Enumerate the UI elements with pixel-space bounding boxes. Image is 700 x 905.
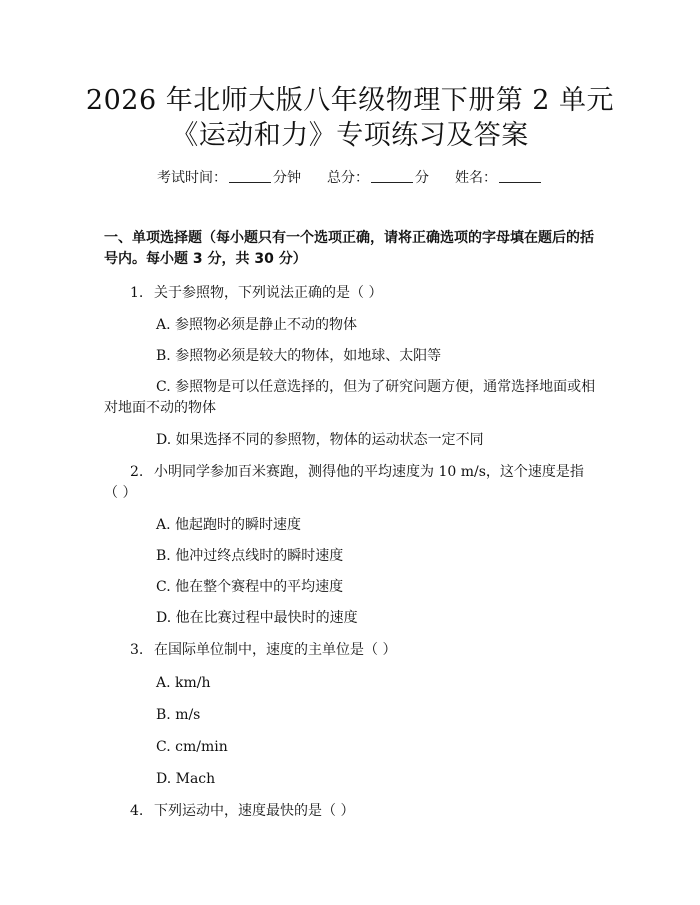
question-stem: 下列运动中，速度最快的是（ ） [154, 803, 355, 819]
option-text: C. 他在整个赛程中的平均速度 [156, 579, 344, 595]
question-2-option-c [104, 577, 598, 598]
question-1-option-d [104, 430, 598, 451]
question-1-option-c-cont [104, 398, 598, 419]
question-2-option-d [104, 608, 598, 629]
option-text: C. 参照物是可以任意选择的，但为了研究问题方便，通常选择地面或相 [156, 379, 596, 395]
option-text: A. 参照物必须是静止不动的物体 [156, 317, 358, 333]
question-1-option-a [104, 315, 598, 336]
time-label: 考试时间： [157, 170, 227, 186]
score-blank [371, 168, 413, 183]
option-text: D. 如果选择不同的参照物，物体的运动状态一定不同 [156, 432, 484, 448]
option-text: B. 参照物必须是较大的物体，如地球、太阳等 [156, 348, 442, 364]
option-text: A. 他起跑时的瞬时速度 [156, 517, 302, 533]
question-1-option-c [104, 377, 598, 398]
question-stem: 在国际单位制中，速度的主单位是（ ） [154, 642, 397, 658]
time-blank [229, 168, 271, 183]
section-heading [104, 228, 598, 270]
page-title-line-2: 《运动和力》专项练习及答案 [171, 120, 529, 151]
question-3-option-d [104, 769, 598, 790]
question-3-option-c [104, 737, 598, 758]
question-number: 4. [130, 803, 144, 819]
question-3 [104, 640, 598, 661]
question-stem: 小明同学参加百米赛跑，测得他的平均速度为 10 m/s，这个速度是指 [154, 464, 584, 480]
section-heading-line-2: 号内。每小题 3 分，共 30 分） [104, 251, 307, 267]
question-3-option-a [104, 673, 598, 694]
option-text: D. 他在比赛过程中最快时的速度 [156, 610, 358, 626]
option-text: C. cm/min [156, 739, 228, 755]
time-unit: 分钟 [273, 170, 301, 186]
option-text: B. 他冲过终点线时的瞬时速度 [156, 548, 344, 564]
question-stem: 关于参照物，下列说法正确的是（ ） [154, 285, 383, 301]
question-1 [104, 283, 598, 304]
question-2-option-a [104, 515, 598, 536]
question-2 [104, 462, 598, 483]
name-label: 姓名： [455, 170, 497, 186]
page-title-line-1: 2026 年北师大版八年级物理下册第 2 单元 [85, 85, 615, 116]
question-1-option-b [104, 346, 598, 367]
question-3-option-b [104, 705, 598, 726]
score-unit: 分 [415, 170, 429, 186]
question-number: 3. [130, 642, 144, 658]
question-number: 2. [130, 464, 144, 480]
option-text: A. km/h [156, 675, 211, 691]
question-number: 1. [130, 285, 144, 301]
option-text: 对地面不动的物体 [104, 400, 216, 416]
question-2-option-b [104, 546, 598, 567]
question-4 [104, 801, 598, 822]
question-2-stem-cont [104, 483, 598, 504]
option-text: B. m/s [156, 707, 201, 723]
exam-meta-row [0, 168, 700, 188]
score-label: 总分： [327, 170, 369, 186]
section-heading-line-1: 一、单项选择题（每小题只有一个选项正确，请将正确选项的字母填在题后的括 [104, 230, 594, 246]
option-text: D. Mach [156, 771, 216, 787]
name-blank [499, 168, 541, 183]
question-stem-cont: （ ） [104, 485, 137, 501]
